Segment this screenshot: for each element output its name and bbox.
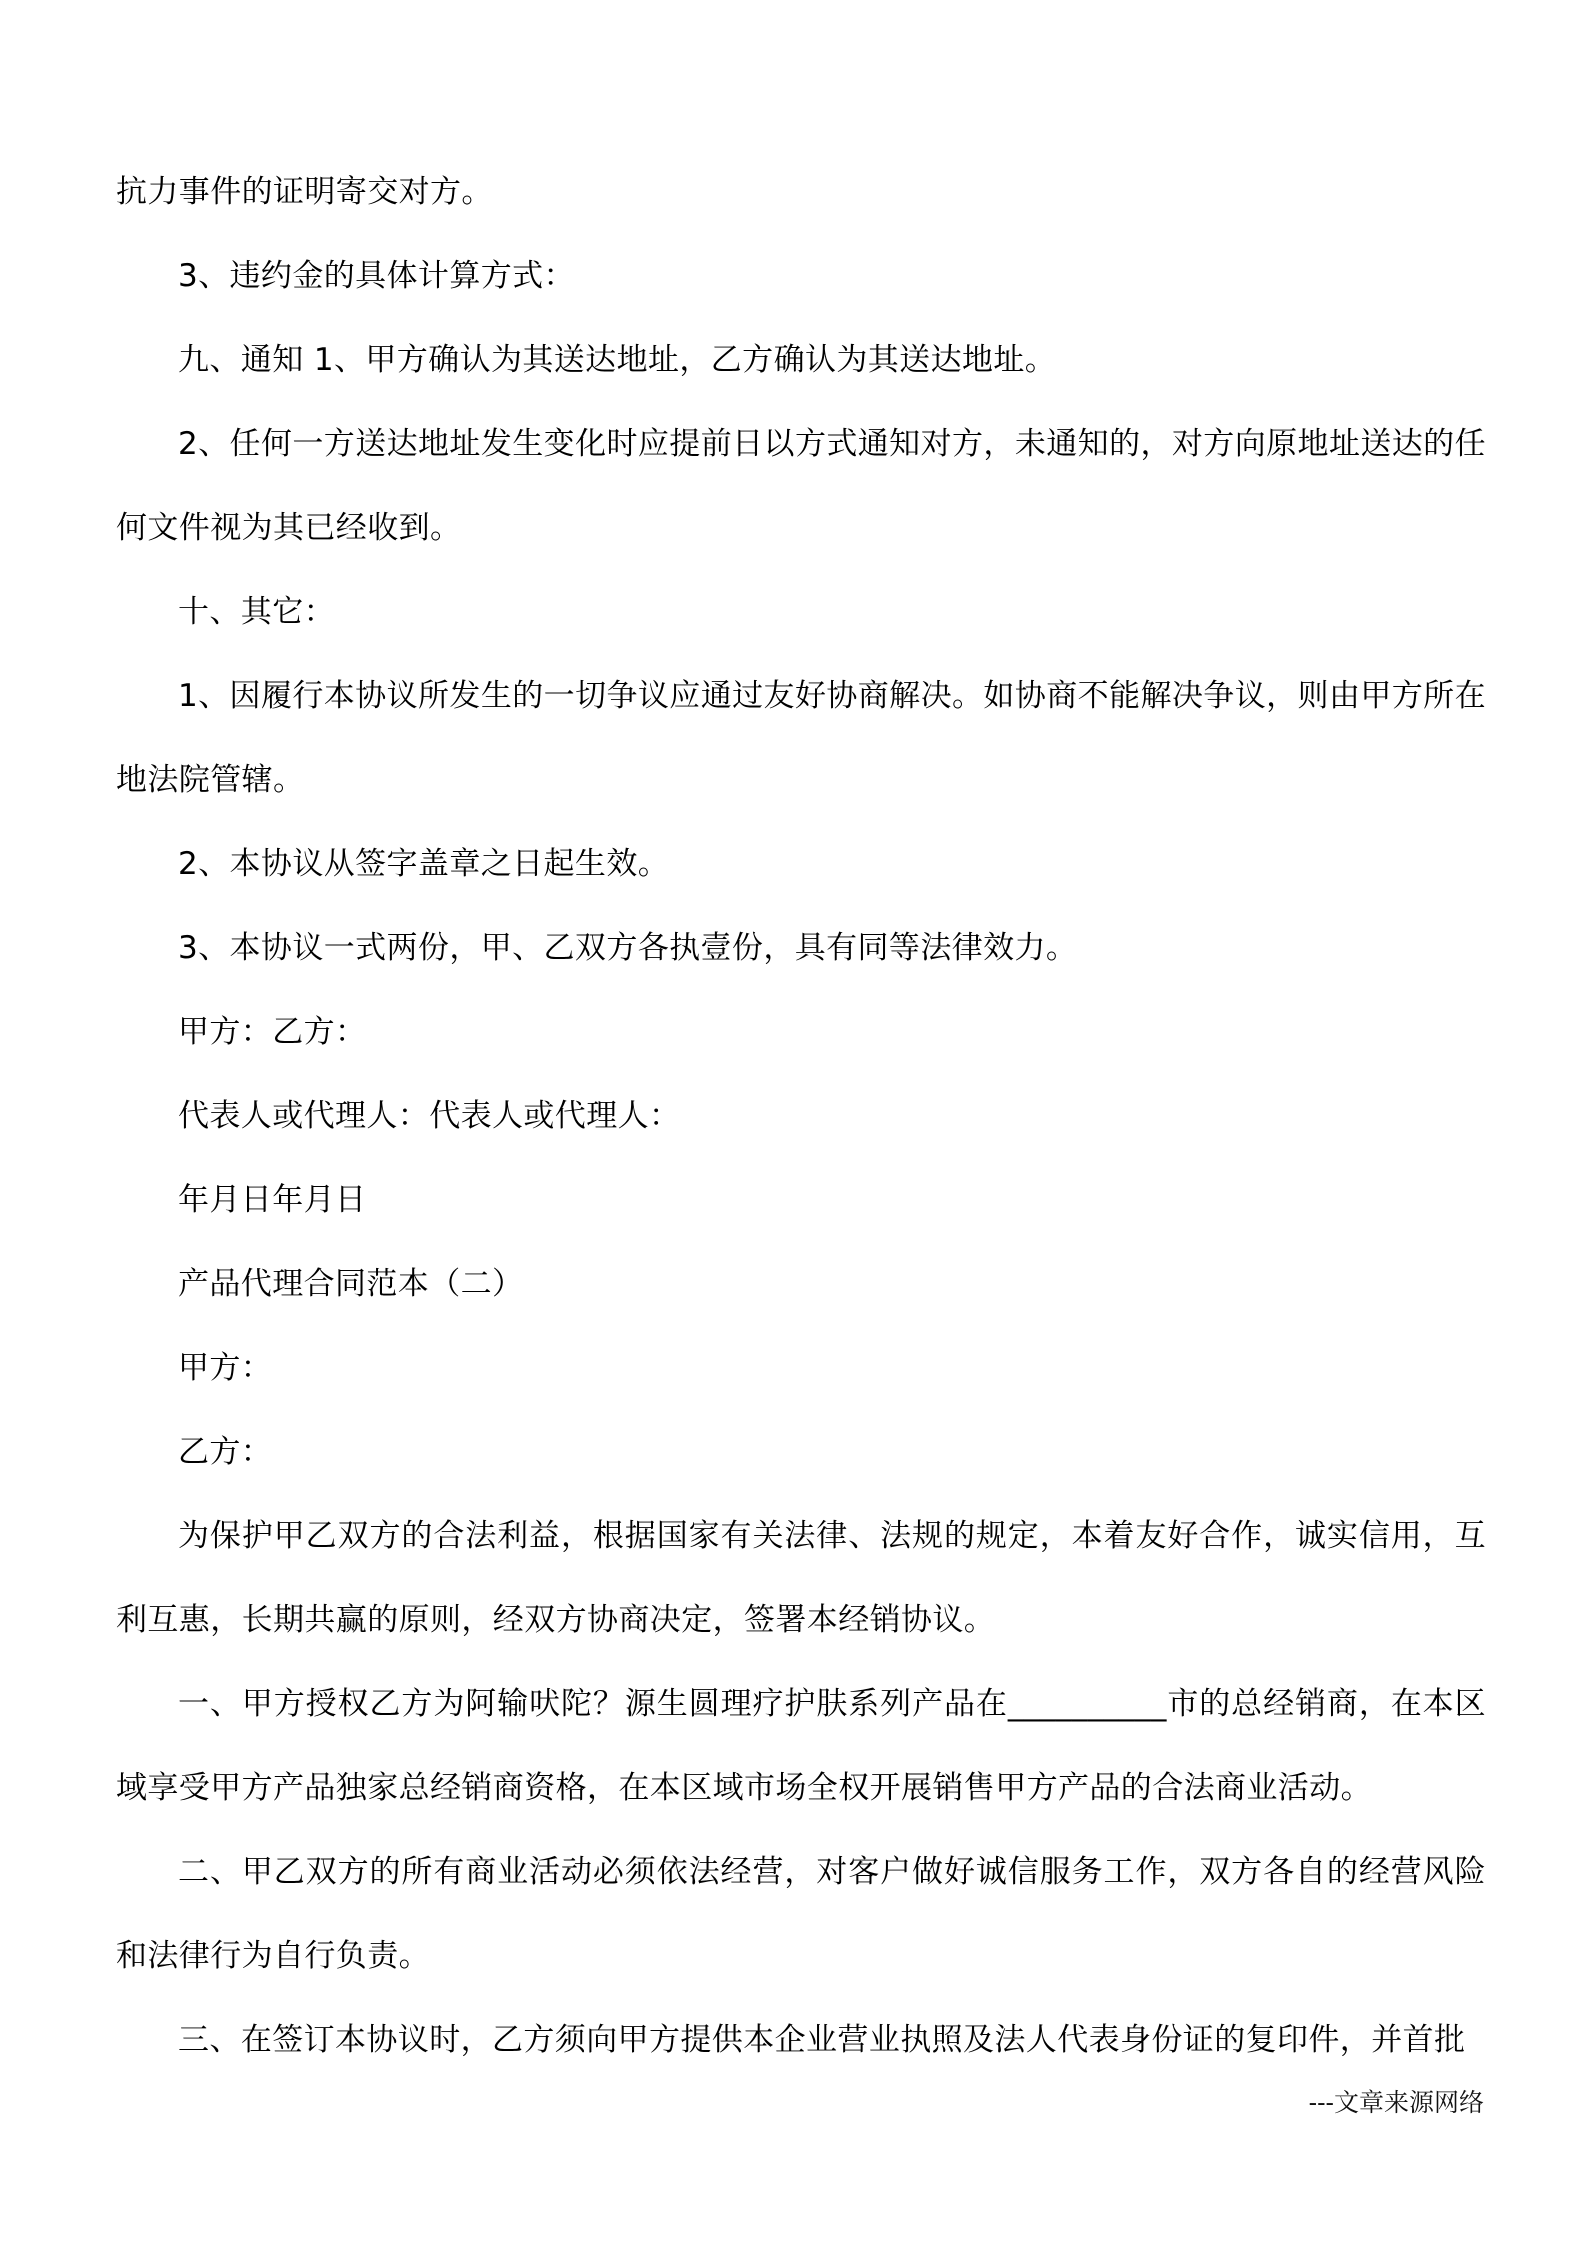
paragraph-3: 九、通知 1、甲方确认为其送达地址，乙方确认为其送达地址。	[178, 342, 1057, 378]
paragraph-9: 甲方：乙方：	[178, 1014, 367, 1050]
paragraph-17: 二、甲乙双方的所有商业活动必须依法经营，对客户做好诚信服务工作，双方各自的经营风险和法律行为自行负责。	[116, 1854, 1486, 1974]
paragraph-10: 代表人或代理人：代表人或代理人：	[178, 1098, 681, 1134]
paragraph-12-title: 产品代理合同范本（二）	[178, 1266, 524, 1302]
paragraph-6: 1、因履行本协议所发生的一切争议应通过友好协商解决。如协商不能解决争议，则由甲方所在地法院管辖。	[116, 678, 1486, 798]
paragraph-2: 3、违约金的具体计算方式：	[178, 258, 575, 294]
paragraph-4: 2、任何一方送达地址发生变化时应提前日以方式通知对方，未通知的，对方向原地址送达的任何文件视为其已经收到。	[116, 426, 1486, 546]
paragraph-5: 十、其它：	[178, 594, 335, 630]
paragraph-13: 甲方：	[178, 1350, 273, 1386]
paragraph-7: 2、本协议从签字盖章之日起生效。	[178, 846, 670, 882]
document-body	[116, 150, 1486, 2082]
paragraph-16: 一、甲方授权乙方为阿输吠陀？源生圆理疗护肤系列产品在__________市的总经销商，在本区域享受甲方产品独家总经销商资格，在本区域市场全权开展销售甲方产品的合法商业活动。	[116, 1686, 1486, 1806]
paragraph-1: 抗力事件的证明寄交对方。	[116, 174, 493, 210]
paragraph-8: 3、本协议一式两份，甲、乙双方各执壹份，具有同等法律效力。	[178, 930, 1078, 966]
source-footer: ---文章来源网络	[1308, 2088, 1484, 2117]
paragraph-15: 为保护甲乙双方的合法利益，根据国家有关法律、法规的规定，本着友好合作，诚实信用，互利互惠，长期共赢的原则，经双方协商决定，签署本经销协议。	[116, 1518, 1486, 1638]
paragraph-14: 乙方：	[178, 1434, 273, 1470]
paragraph-11: 年月日年月日	[178, 1182, 367, 1218]
paragraph-18: 三、在签订本协议时，乙方须向甲方提供本企业营业执照及法人代表身份证的复印件，并首批	[178, 2022, 1466, 2058]
